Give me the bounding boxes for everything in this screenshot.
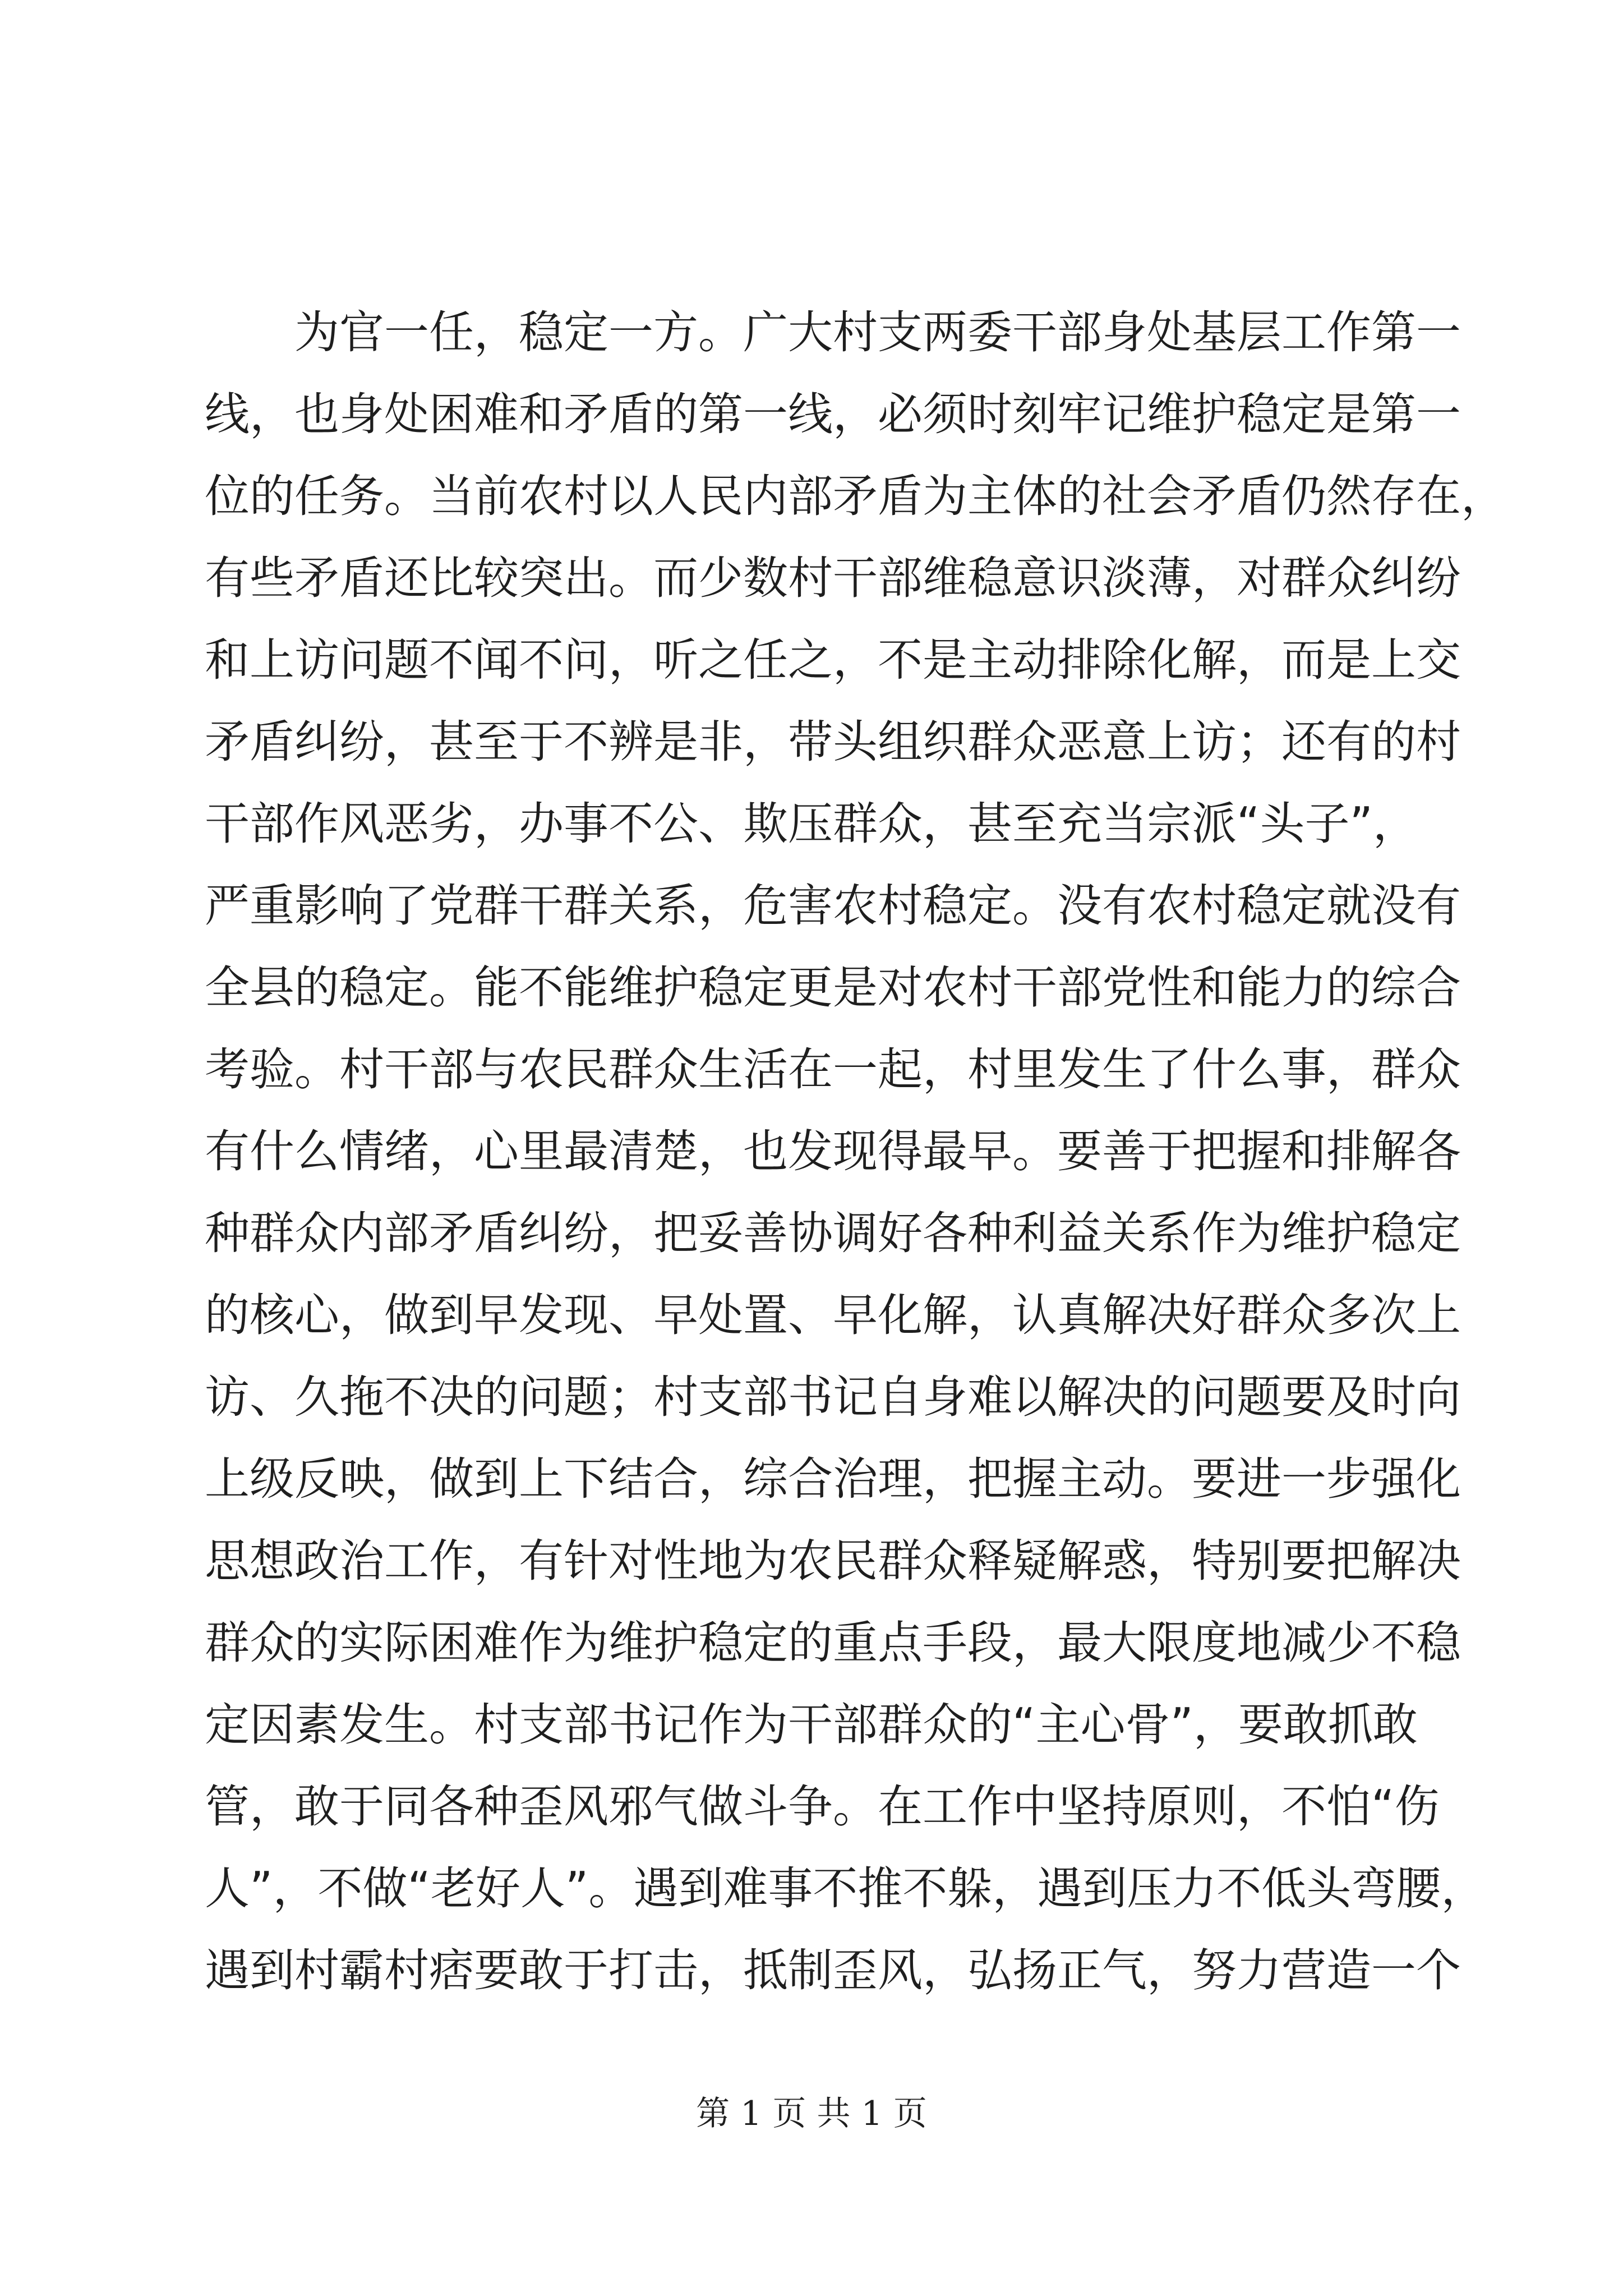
text-line: 的核心，做到早发现、早处置、早化解，认真解决好群众多次上 bbox=[205, 1289, 1461, 1341]
text-line: 干部作风恶劣，办事不公、欺压群众，甚至充当宗派“头子”， bbox=[205, 798, 1418, 850]
text-line: 和上访问题不闻不问，听之任之，不是主动排除化解，而是上交 bbox=[205, 634, 1461, 686]
text-line: 位的任务。当前农村以人民内部矛盾为主体的社会矛盾仍然存在， bbox=[205, 470, 1506, 522]
text-line: 管，敢于同各种歪风邪气做斗争。在工作中坚持原则，不怕“伤 bbox=[205, 1780, 1440, 1833]
text-line: 严重影响了党群干群关系，危害农村稳定。没有农村稳定就没有 bbox=[205, 880, 1461, 932]
text-line: 全县的稳定。能不能维护稳定更是对农村干部党性和能力的综合 bbox=[205, 961, 1461, 1014]
text-line: 思想政治工作，有针对性地为农民群众释疑解惑，特别要把解决 bbox=[205, 1535, 1461, 1587]
text-line: 有什么情绪，心里最清楚，也发现得最早。要善于把握和排解各 bbox=[205, 1125, 1461, 1177]
text-line: 种群众内部矛盾纠纷，把妥善协调好各种利益关系作为维护稳定 bbox=[205, 1207, 1461, 1259]
text-line: 上级反映，做到上下结合，综合治理，把握主动。要进一步强化 bbox=[205, 1453, 1461, 1505]
text-line: 矛盾纠纷，甚至于不辨是非，带头组织群众恶意上访；还有的村 bbox=[205, 716, 1461, 768]
text-line: 人”，不做“老好人”。遇到难事不推不躲，遇到压力不低头弯腰， bbox=[205, 1862, 1486, 1915]
text-line: 定因素发生。村支部书记作为干部群众的“主心骨”，要敢抓敢 bbox=[205, 1699, 1418, 1751]
text-line: 访、久拖不决的问题；村支部书记自身难以解决的问题要及时向 bbox=[205, 1371, 1461, 1423]
text-line: 考验。村干部与农民群众生活在一起，村里发生了什么事，群众 bbox=[205, 1043, 1461, 1096]
text-line: 线，也身处困难和矛盾的第一线，必须时刻牢记维护稳定是第一 bbox=[205, 388, 1461, 440]
text-line: 群众的实际困难作为维护稳定的重点手段，最大限度地减少不稳 bbox=[205, 1617, 1461, 1669]
text-line: 有些矛盾还比较突出。而少数村干部维稳意识淡薄，对群众纠纷 bbox=[205, 552, 1461, 604]
body-paragraph bbox=[205, 292, 1506, 2012]
text-line: 为官一任，稳定一方。广大村支两委干部身处基层工作第一 bbox=[294, 306, 1461, 358]
page-number-footer: 第 1 页 共 1 页 bbox=[696, 2094, 927, 2133]
text-line: 遇到村霸村痞要敢于打击，抵制歪风，弘扬正气，努力营造一个 bbox=[205, 1944, 1461, 1996]
